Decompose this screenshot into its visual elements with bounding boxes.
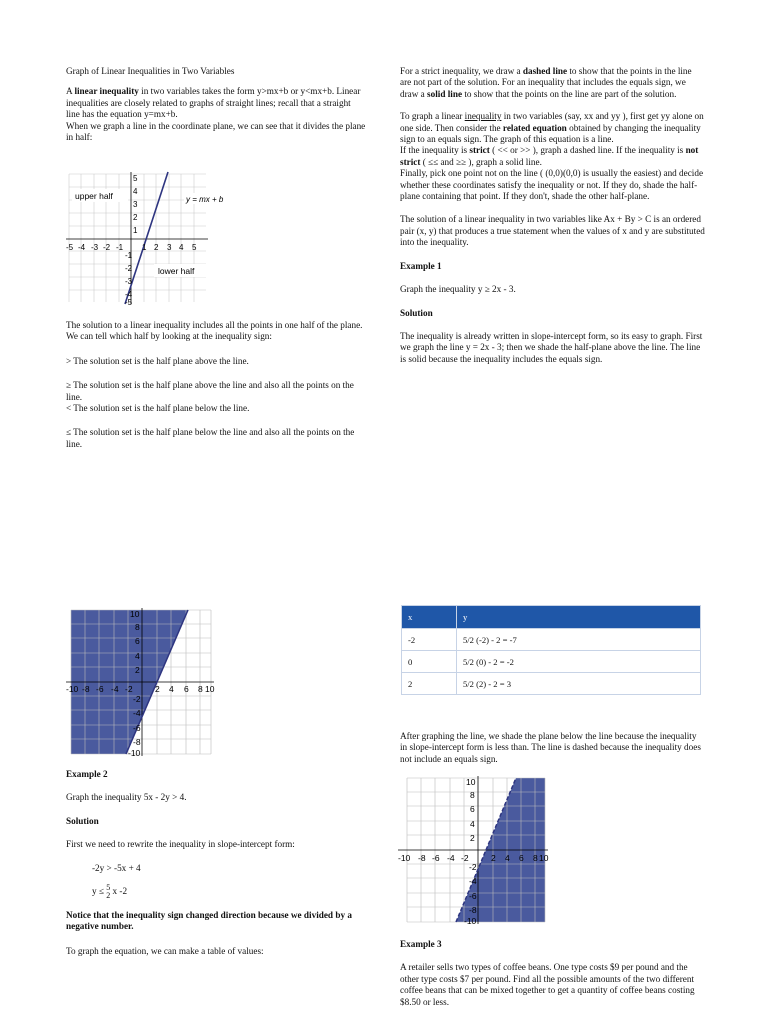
y-tick-label: -1	[125, 251, 133, 260]
example2-section	[66, 769, 366, 957]
y-tick-label: -2	[125, 264, 133, 273]
x-tick-label: 8	[198, 684, 203, 694]
finally-paragraph: Finally, pick one point not on the line ( (0,0)(0,0) is usually the easiest) and decide whether these coordinates satisfy the inequality or not. If they do, shade the half-plane containing that point. If they don't, shade the other half-plane.	[400, 168, 704, 202]
example2-prompt: Graph the inequality 5x - 2y > 4.	[66, 792, 187, 803]
y-tick-label: -4	[125, 290, 133, 299]
intro-paragraph: A linear inequality in two variables takes the form y>mx+b or y<mx+b. Linear inequalities are closely related to graphs of straight lines; recall that a straight line has the equation y=mx+b.	[66, 86, 361, 120]
inequality-link[interactable]: inequality	[464, 111, 502, 122]
table-row: 0 5/2 (0) - 2 = -2	[402, 651, 701, 673]
rewrite-paragraph: First we need to rewrite the inequality in slope-intercept form:	[66, 839, 295, 850]
x-tick-label: -3	[91, 243, 99, 252]
example1-graph	[66, 608, 216, 758]
rule-greater-equal: ≥ The solution set is the half plane above the line and also all the points on the line.	[66, 380, 354, 402]
y-tick-label: -2	[133, 694, 141, 704]
y-tick-label: -2	[469, 862, 477, 872]
rule-less-equal: ≤ The solution set is the half plane below the line and also all the points on the line.	[66, 427, 355, 449]
y-tick-label: 10	[130, 609, 140, 619]
x-tick-label: -6	[432, 853, 440, 863]
example3-text: A retailer sells two types of coffee beans. One type costs $9 per pound and the other type costs $7 per pound. Find all the possible amounts of the two different coffee beans that can be mixed together to get a quantity of coffee beans costing $8.50 or less.	[400, 962, 695, 1007]
y-tick-label: -5	[125, 298, 133, 307]
y-tick-label: 8	[470, 790, 475, 800]
y-tick-label: 6	[135, 636, 140, 646]
y-tick-label: 2	[135, 665, 140, 675]
notice-paragraph: Notice that the inequality sign changed direction because we divided by a negative number.	[66, 910, 352, 932]
intro-paragraph-2: When we graph a line in the coordinate plane, we can see that it divides the plane in half:	[66, 120, 366, 143]
y-tick-label: -8	[133, 737, 141, 747]
x-tick-label: 1	[142, 243, 147, 252]
inequality-signs-section	[66, 320, 366, 450]
y-tick-label: 3	[133, 200, 138, 209]
table-intro: To graph the equation, we can make a table of values:	[66, 945, 264, 956]
example3-heading: Example 3	[400, 939, 442, 949]
x-tick-label: -4	[111, 684, 119, 694]
x-tick-label: 4	[179, 243, 184, 252]
strict-rule-paragraph: If the inequality is strict ( << or >> ), graph a dashed line. If the inequality is not strict ( ≤≤ and ≥≥ ), graph a solid line.	[400, 145, 699, 167]
y-tick-label: 2	[470, 833, 475, 843]
values-table	[401, 605, 701, 695]
table-header-row	[402, 606, 701, 629]
y-tick-label: 2	[133, 213, 138, 222]
y-tick-label: -3	[125, 277, 133, 286]
x-tick-label: 2	[491, 853, 496, 863]
y-tick-label: 5	[133, 174, 138, 183]
equation-step-2: y ≤ 5 2 x -2	[92, 883, 128, 901]
example1-heading: Example 1	[400, 260, 442, 271]
y-tick-label: -10	[464, 916, 477, 926]
example2-heading: Example 2	[66, 769, 108, 779]
table-row: -2 5/2 (-2) - 2 = -7	[402, 629, 701, 651]
after-graph-section	[400, 731, 705, 765]
x-tick-label: 10	[205, 684, 215, 694]
x-tick-label: 6	[519, 853, 524, 863]
solution-definition: The solution of a linear inequality in two variables like Ax + By > C is an ordered pair (x, y) that produces a true statement when the values of x and y are substituted into the inequality.	[400, 214, 705, 248]
x-tick-label: 4	[169, 684, 174, 694]
x-tick-label: -1	[116, 243, 124, 252]
y-tick-label: -6	[469, 891, 477, 901]
y-tick-label: -8	[469, 905, 477, 915]
procedure-paragraph: To graph a linear inequality in two variables (say, xx and yy ), first get yy alone on one side. Then consider the related equation obtained by changing the inequality sign to an equals sign. The graph of this equation is a line.	[400, 111, 704, 145]
y-tick-label: 1	[133, 226, 138, 235]
page-title: Graph of Linear Inequalities in Two Variables	[66, 66, 235, 76]
left-column	[66, 66, 366, 143]
upper-half-label: upper half	[75, 191, 113, 201]
equation-step-1: -2y > -5x + 4	[92, 862, 141, 873]
x-tick-label: -5	[66, 243, 74, 252]
example2-graph	[398, 776, 550, 926]
y-tick-label: -4	[133, 708, 141, 718]
x-tick-label: -10	[398, 853, 411, 863]
y-tick-label: -4	[469, 876, 477, 886]
x-tick-label: -8	[418, 853, 426, 863]
example2-solution-heading: Solution	[66, 815, 99, 826]
y-tick-label: -6	[133, 723, 141, 733]
after-graph-paragraph: After graphing the line, we shade the plane below the line because the inequality in slope-intercept form is less than. The line is dashed because the inequality does not include an equals sign.	[400, 731, 701, 764]
x-tick-label: 10	[539, 853, 549, 863]
example1-solution-heading: Solution	[400, 307, 433, 318]
x-tick-label: 8	[533, 853, 538, 863]
table-header: x	[402, 606, 457, 629]
x-tick-label: 4	[505, 853, 510, 863]
table-header: y	[457, 606, 701, 629]
example1-solution: The inequality is already written in slope-intercept form, so its easy to graph. First we graph the line y = 2x - 3; then we shade the half-plane above the line. The line is solid because the inequality includes the equals sign.	[400, 330, 703, 364]
right-column	[400, 66, 705, 365]
example3-section	[400, 939, 705, 1008]
x-tick-label: 6	[184, 684, 189, 694]
x-tick-label: -8	[82, 684, 90, 694]
y-tick-label: 6	[470, 804, 475, 814]
solution-paragraph: The solution to a linear inequality includes all the points in one half of the plane. We can tell which half by looking at the inequality sign:	[66, 320, 363, 342]
example1-prompt: Graph the inequality y ≥ 2x - 3.	[400, 284, 516, 295]
x-tick-label: -2	[461, 853, 469, 863]
y-tick-label: 8	[135, 622, 140, 632]
x-tick-label: -6	[96, 684, 104, 694]
x-tick-label: -10	[66, 684, 79, 694]
x-tick-label: 3	[167, 243, 172, 252]
linear-inequality-term: linear inequality	[74, 86, 139, 97]
y-tick-label: -10	[128, 748, 141, 758]
y-tick-label: 4	[133, 187, 138, 196]
y-tick-label: 10	[466, 777, 476, 787]
y-tick-label: 4	[470, 819, 475, 829]
x-tick-label: -4	[447, 853, 455, 863]
rule-less: < The solution set is the half plane below the line.	[66, 403, 250, 414]
x-tick-label: 2	[154, 243, 159, 252]
half-plane-figure	[66, 170, 224, 307]
strict-paragraph: For a strict inequality, we draw a dashed line to show that the points in the line are not part of the solution. For an inequality that includes the equals sign, we draw a solid line to show that the points on the line are part of the solution.	[400, 66, 692, 99]
rule-greater: > The solution set is the half plane above the line.	[66, 355, 249, 366]
lower-half-label: lower half	[158, 266, 195, 276]
x-tick-label: -4	[78, 243, 86, 252]
y-tick-label: 4	[135, 651, 140, 661]
x-tick-label: -2	[103, 243, 111, 252]
line-equation-label: y = mx + b	[186, 195, 224, 204]
x-tick-label: -2	[125, 684, 133, 694]
table-row: 2 5/2 (2) - 2 = 3	[402, 673, 701, 695]
x-tick-label: 2	[155, 684, 160, 694]
x-tick-label: 5	[192, 243, 197, 252]
